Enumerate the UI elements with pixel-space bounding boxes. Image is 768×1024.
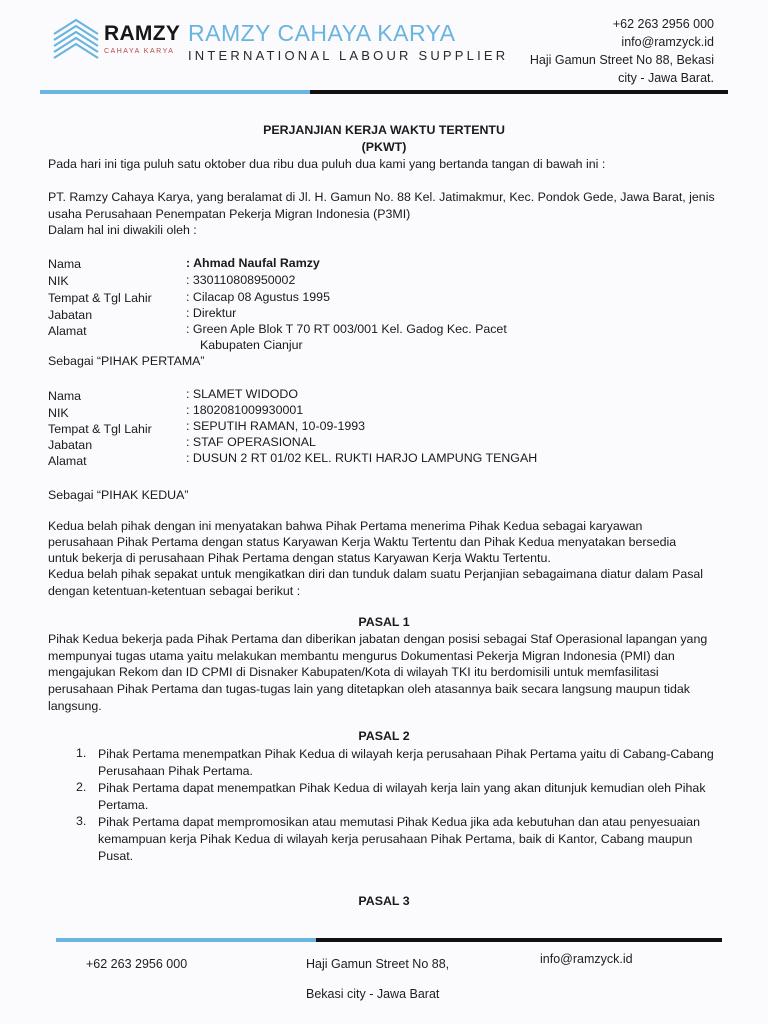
party1-label-address: Alamat xyxy=(48,324,87,338)
party1-nik: : 330110808950002 xyxy=(186,273,296,287)
company-tagline: INTERNATIONAL LABOUR SUPPLIER xyxy=(188,48,509,63)
party1-role: Sebagai “PIHAK PERTAMA” xyxy=(48,354,205,368)
agreement-line2: perusahaan Pihak Pertama dengan status Karyawan Kerja Waktu Tertentu dan Pihak Kedua menyatakan bersedia xyxy=(48,535,677,549)
brand-wordmark: RAMZY xyxy=(104,22,181,45)
agreement-line4: Kedua belah pihak sepakat untuk mengikatkan diri dan tunduk dalam suatu Perjanjian sebagaimana diatur dalam Pasal xyxy=(48,567,704,581)
party1-position: : Direktur xyxy=(186,306,237,320)
pasal2-item2-line2: Pertama. xyxy=(98,798,149,812)
header-email: info@ramzyck.id xyxy=(621,35,714,49)
header-phone: +62 263 2956 000 xyxy=(612,17,714,31)
footer-email: info@ramzyck.id xyxy=(540,952,633,966)
footer-phone: +62 263 2956 000 xyxy=(86,957,188,971)
pasal1-line4: perusahaan Pihak Pertama dan tugas-tugas lain yang ditetapkan oleh atasannya baik secara langsung maupun tidak xyxy=(48,682,690,696)
pasal1-title: PASAL 1 xyxy=(358,615,410,629)
party2-nik: : 1802081009930001 xyxy=(186,403,304,417)
party1-address-line2: Kabupaten Cianjur xyxy=(200,338,303,352)
party2-role: Sebagai “PIHAK KEDUA” xyxy=(48,488,189,502)
party2-name: : SLAMET WIDODO xyxy=(186,387,298,401)
pasal2-item3-number: 3. xyxy=(76,814,87,828)
pasal2-item3-line3: Pusat. xyxy=(98,849,134,863)
pasal2-item1-line2: Perusahaan Pihak Pertama. xyxy=(98,764,253,778)
pasal2-item2-number: 2. xyxy=(76,780,87,794)
pasal2-item3-line1: Pihak Pertama dapat mempromosikan atau memutasi Pihak Kedua jika ada kebutuhan dan atau penyesuaian xyxy=(98,815,701,829)
party2-label-address: Alamat xyxy=(48,454,87,468)
agreement-line5: dengan ketentuan-ketentuan sebagai berikut : xyxy=(48,584,301,598)
party1-label-name: Nama xyxy=(48,257,82,271)
agreement-line3: untuk bekerja di perusahaan Pihak Pertama dengan status Karyawan Kerja Waktu Tertentu. xyxy=(48,551,551,565)
document-subtitle: (PKWT) xyxy=(361,140,407,154)
party2-position: : STAF OPERASIONAL xyxy=(186,435,316,449)
party1-label-nik: NIK xyxy=(48,274,69,288)
company-logo-icon xyxy=(48,14,104,66)
opening-statement: Pada hari ini tiga puluh satu oktober dua ribu dua puluh dua kami yang bertanda tangan di bawah ini : xyxy=(48,157,606,171)
represented-by: Dalam hal ini diwakili oleh : xyxy=(48,223,197,237)
party1-address-line1: : Green Aple Blok T 70 RT 003/001 Kel. Gadog Kec. Pacet xyxy=(186,322,507,336)
company-intro-line1: PT. Ramzy Cahaya Karya, yang beralamat di Jl. H. Gamun No. 88 Kel. Jatimakmur, Kec. Pondok Gede, Jawa Barat, jenis xyxy=(48,190,715,204)
footer-address-line2: Bekasi city - Jawa Barat xyxy=(306,987,440,1001)
pasal3-title: PASAL 3 xyxy=(358,894,410,908)
party2-label-name: Nama xyxy=(48,389,82,403)
pasal1-line1: Pihak Kedua bekerja pada Pihak Pertama dan diberikan jabatan dengan posisi sebagai Staf Operasional lapangan yang xyxy=(48,632,708,646)
pasal2-item1-line1: Pihak Pertama menempatkan Pihak Kedua di wilayah kerja perusahaan Pihak Pertama yaitu di Cabang-Cabang xyxy=(98,747,714,761)
document-title: PERJANJIAN KERJA WAKTU TERTENTU xyxy=(263,123,505,137)
pasal2-item1-number: 1. xyxy=(76,746,87,760)
pasal1-line5: langsung. xyxy=(48,699,102,713)
agreement-line1: Kedua belah pihak dengan ini menyatakan bahwa Pihak Pertama menerima Pihak Kedua sebagai karyawan xyxy=(48,519,643,533)
pasal2-item2-line1: Pihak Pertama dapat menempatkan Pihak Kedua di wilayah kerja lain yang akan ditunjuk kemudian oleh Pihak xyxy=(98,781,706,795)
footer-divider xyxy=(56,938,722,942)
party1-label-birth: Tempat & Tgl Lahir xyxy=(48,291,152,305)
party2-birth: : SEPUTIH RAMAN, 10-09-1993 xyxy=(186,419,366,433)
pasal1-line2: mempunyai tugas utama yaitu melakukan membantu mengurus Dokumentasi Pekerja Migran Indonesia (PMI) dan xyxy=(48,649,675,663)
party2-label-nik: NIK xyxy=(48,406,69,420)
party1-birth: : Cilacap 08 Agustus 1995 xyxy=(186,290,330,304)
header-contact xyxy=(530,15,714,87)
party2-label-position: Jabatan xyxy=(48,438,93,452)
company-name: RAMZY CAHAYA KARYA xyxy=(188,20,456,46)
header-address-line1: Haji Gamun Street No 88, Bekasi xyxy=(529,53,714,67)
party1-label-position: Jabatan xyxy=(48,308,93,322)
pasal2-title: PASAL 2 xyxy=(358,729,410,743)
pasal1-line3: mengajukan Rekom dan ID CPMI di Disnaker Kabupaten/Kota di wilayah TKI itu berdomisili untuk memfasilitasi xyxy=(48,665,659,679)
party1-name: : Ahmad Naufal Ramzy xyxy=(186,256,320,270)
party2-label-birth: Tempat & Tgl Lahir xyxy=(48,422,152,436)
company-intro-line2: usaha Perusahaan Penempatan Pekerja Migran Indonesia (P3MI) xyxy=(48,207,411,221)
header-address-line2: city - Jawa Barat. xyxy=(618,71,714,85)
pasal2-item3-line2: kemampuan kerja Pihak Kedua di wilayah kerja perusahaan Pihak Pertama, baik di Kantor, Cabang maupun xyxy=(98,832,693,846)
brand-subtitle: CAHAYA KARYA xyxy=(104,48,175,55)
header-divider xyxy=(40,90,728,94)
footer-address-line1: Haji Gamun Street No 88, xyxy=(306,957,450,971)
party2-address: : DUSUN 2 RT 01/02 KEL. RUKTI HARJO LAMPUNG TENGAH xyxy=(186,451,538,465)
